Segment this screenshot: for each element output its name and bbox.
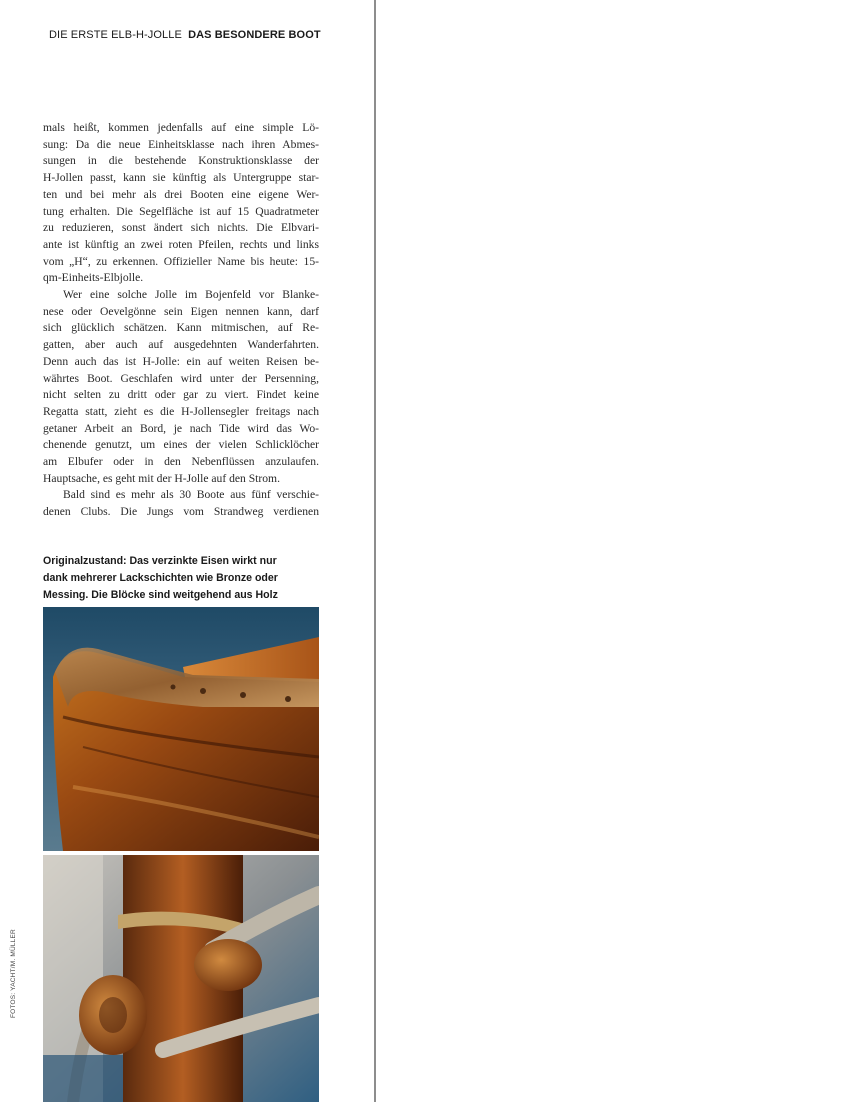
text-line: Regatta statt, zieht es die H-Jollensegler freitags nach xyxy=(43,404,319,418)
text-line: sich glücklich schätzen. Kann mitmischen, auf Re- xyxy=(43,321,319,335)
header-title: DAS BESONDERE BOOT xyxy=(188,29,321,41)
page-header xyxy=(49,29,329,41)
article-body xyxy=(43,120,319,521)
text-line: nicht selten zu dritt oder gar zu viert. Findet keine xyxy=(43,388,319,402)
text-line: vom „H“, zu erkennen. Offizieller Name bis heute: 15- xyxy=(43,254,319,268)
page-divider xyxy=(374,0,376,1102)
varnished-wood-corner-photo xyxy=(43,607,319,851)
text-line: denen Clubs. Die Jungs vom Strandweg verdienen xyxy=(43,505,319,519)
caption-line: dank mehrerer Lackschichten wie Bronze oder xyxy=(43,572,278,584)
text-line: sung: Da die neue Einheitsklasse nach ihren Abmes- xyxy=(43,137,319,151)
article-paragraph-1 xyxy=(43,120,319,287)
text-line: H-Jollen passt, kann sie künftig als Untergruppe star- xyxy=(43,171,319,185)
text-line: chenende genutzt, um eines der vielen Schlicklöcher xyxy=(43,438,319,452)
text-line: Wer eine solche Jolle im Bojenfeld vor Blanke- xyxy=(63,288,319,302)
text-line: sungen in die bestehende Konstruktionsklasse der xyxy=(43,154,319,168)
caption-line: Originalzustand: Das verzinkte Eisen wirkt nur xyxy=(43,555,277,567)
varnished-wood-corner-illustration xyxy=(43,607,319,851)
text-line: ten und bei mehr als drei Booten eine eigene Wer- xyxy=(43,187,319,201)
text-line: zu reduzieren, sonst ändert sich nichts. Die Elbvari- xyxy=(43,221,319,235)
photo-credit: FOTOS: YACHT/M. MÜLLER xyxy=(10,929,17,1018)
text-line: Bald sind es mehr als 30 Boote aus fünf verschie- xyxy=(63,488,319,502)
text-line: währtes Boot. Geschlafen wird unter der Persenning, xyxy=(43,371,319,385)
text-line: mals heißt, kommen jedenfalls auf eine simple Lö- xyxy=(43,121,319,134)
header-kicker: DIE ERSTE ELB-H-JOLLE xyxy=(49,29,182,41)
text-line: am Elbufer oder in den Nebenflüssen anzulaufen. xyxy=(43,455,319,469)
wooden-block-rope-photo xyxy=(43,855,319,1102)
photo-caption xyxy=(43,553,319,604)
text-line: gatten, aber auch auf ausgedehnten Wanderfahrten. xyxy=(43,338,319,352)
text-line: getaner Arbeit an Bord, je nach Tide wird das Wo- xyxy=(43,421,319,435)
text-line: nese oder Oevelgönne sein Eigen nennen kann, darf xyxy=(43,304,319,318)
caption-line: Messing. Die Blöcke sind weitgehend aus Holz xyxy=(43,589,278,601)
text-line: qm-Einheits-Elbjolle. xyxy=(43,271,144,285)
article-paragraph-3 xyxy=(43,487,319,520)
text-line: tung erhalten. Die Segelfläche ist auf 15 Quadratmeter xyxy=(43,204,319,218)
text-line: Hauptsache, es geht mit der H-Jolle auf den Strom. xyxy=(43,471,280,485)
text-line: Denn auch das ist H-Jolle: ein auf weiten Reisen be- xyxy=(43,354,319,368)
article-paragraph-2 xyxy=(43,287,319,487)
text-line: ante ist künftig an zwei roten Pfeilen, rechts und links xyxy=(43,237,319,251)
wooden-block-rope-illustration xyxy=(43,855,319,1102)
